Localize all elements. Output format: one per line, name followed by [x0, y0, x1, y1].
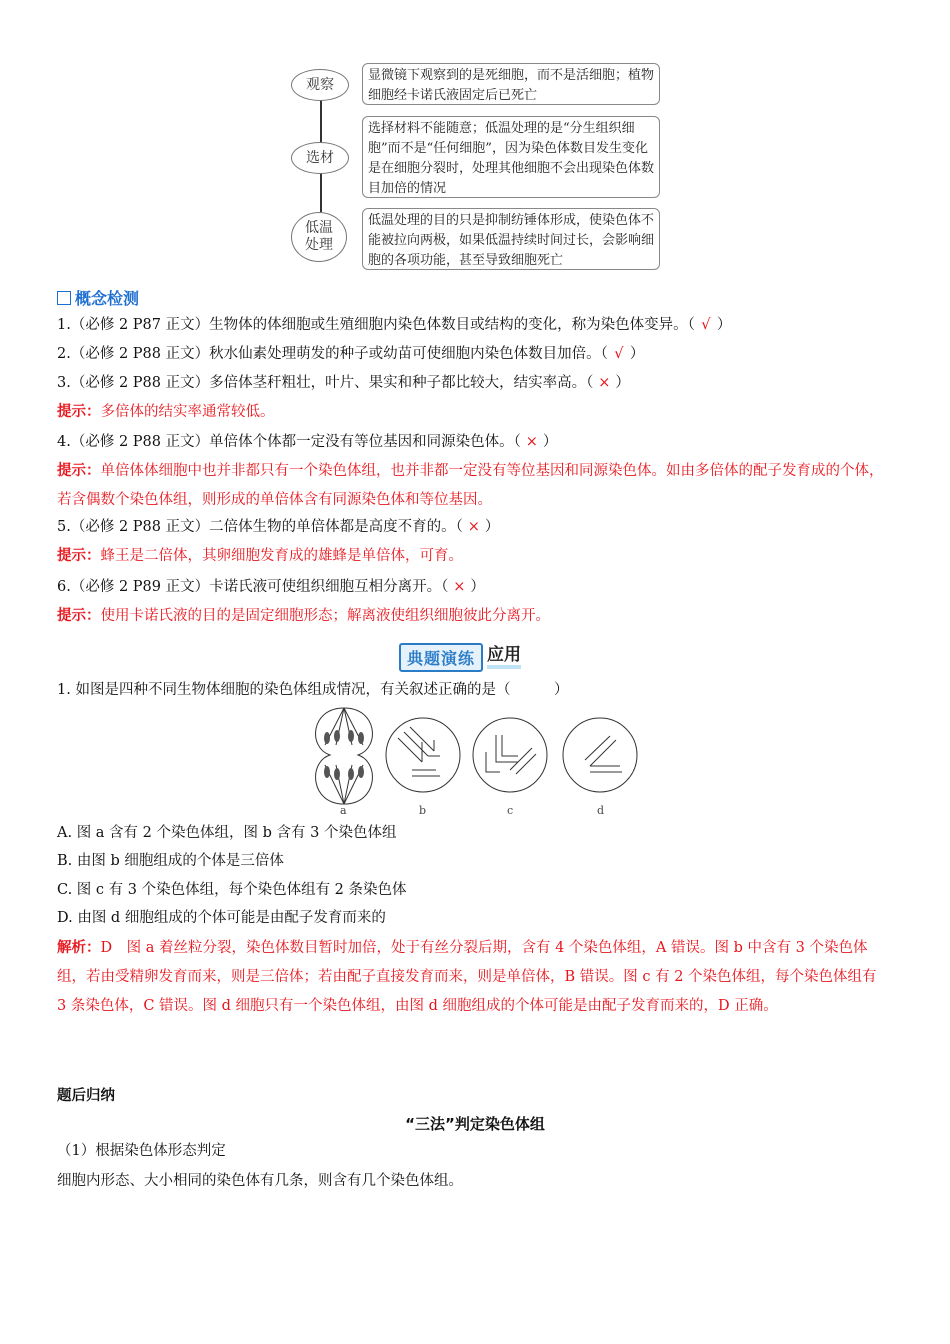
node-observe-desc: 显微镜下观察到的是死细胞，而不是活细胞；植物细胞经卡诺氏液固定后已死亡	[362, 63, 660, 105]
concept-item-4: 4.（必修 2 P88 正文）单倍体个体都一定没有等位基因和同源染色体。（ × ）	[57, 431, 557, 453]
hint-3: 提示：多倍体的结实率通常较低。	[57, 403, 275, 420]
connector-line	[320, 170, 322, 212]
node-observe: 观察	[291, 69, 349, 101]
figure-label-c: c	[507, 804, 514, 817]
connector-line	[320, 100, 322, 145]
method1-text: 细胞内形态、大小相同的染色体有几条，则含有几个染色体组。	[57, 1173, 463, 1189]
checkbox-icon	[57, 291, 71, 305]
banner-practice-label: 典题演练	[399, 643, 483, 672]
concept-item-6: 6.（必修 2 P89 正文）卡诺氏液可使组织细胞互相分离开。（ × ）	[57, 576, 485, 598]
node-material: 选材	[291, 142, 349, 174]
concept-item-1: 1.（必修 2 P87 正文）生物体的体细胞或生殖细胞内染色体数目或结构的变化，称为染色体变异。（ √ ）	[57, 314, 731, 336]
option-d: D. 由图 d 细胞组成的个体可能是由配子发育而来的	[57, 910, 386, 926]
node-low-temp-desc: 低温处理的目的只是抑制纺锤体形成，使染色体不能被拉向两极，如果低温持续时间过长，会影响细胞的各项功能，甚至导致细胞死亡	[362, 208, 660, 270]
option-a: A. 图 a 含有 2 个染色体组，图 b 含有 3 个染色体组	[57, 825, 397, 841]
chromosome-figure-svg	[300, 700, 650, 820]
figure-label-b: b	[419, 804, 427, 817]
figure-label-a: a	[340, 804, 347, 817]
hint-5: 提示：蜂王是二倍体，其卵细胞发育成的雄蜂是单倍体，可育。	[57, 547, 463, 564]
cross-mark-icon: ×	[453, 579, 466, 595]
banner-apply-label: 应用	[487, 645, 521, 669]
concept-item-3: 3.（必修 2 P88 正文）多倍体茎秆粗壮，叶片、果实和种子都比较大，结实率高。（ × ）	[57, 372, 630, 394]
summary-subtitle: “三法”判定染色体组	[405, 1115, 545, 1133]
cell-d	[563, 718, 637, 792]
chromosome-figure	[300, 700, 650, 820]
cross-mark-icon: ×	[598, 375, 611, 391]
node-low-temp: 低温处理	[291, 212, 347, 262]
concept-item-5: 5.（必修 2 P88 正文）二倍体生物的单倍体都是高度不育的。（ × ）	[57, 516, 499, 538]
check-mark-icon: √	[614, 346, 624, 362]
hint-4: 提示：单倍体体细胞中也并非都只有一个染色体组，也并非都一定没有等位基因和同源染色体。如由多倍体的配子发育成的个体，若含偶数个染色体组，则形成的单倍体含有同源染色体和等位基因。	[57, 462, 884, 508]
question-stem: 1. 如图是四种不同生物体细胞的染色体组成情况，有关叙述正确的是（ ）	[57, 682, 569, 698]
cell-a	[316, 708, 373, 804]
cell-b	[386, 718, 460, 792]
check-mark-icon: √	[701, 317, 711, 333]
cross-mark-icon: ×	[467, 519, 480, 535]
summary-title: 题后归纳	[57, 1088, 115, 1104]
analysis: 解析：D 图 a 着丝粒分裂，染色体数目暂时加倍，处于有丝分裂后期，含有 4 个染色体组，A 错误。图 b 中含有 3 个染色体组，若由受精卵发育而来，则是三倍体；若由配子直接发育而来，则是单倍体，B 错误。图 c 有 2 个染色体组，每个染色体组有 3 条染色体，C 错误。图 d 细胞只有一个染色体组，由图 d 细胞组成的个体可能是由配子发育而来的，D 正确。	[57, 939, 877, 1014]
option-b: B. 由图 b 细胞组成的个体是三倍体	[57, 853, 284, 869]
option-c: C. 图 c 有 3 个染色体组，每个染色体组有 2 条染色体	[57, 882, 407, 898]
node-material-desc: 选择材料不能随意；低温处理的是“分生组织细胞”而不是“任何细胞”，因为染色体数目发生变化是在细胞分裂时，处理其他细胞不会出现染色体数目加倍的情况	[362, 116, 660, 198]
concept-check-title: 概念检测	[57, 286, 139, 309]
figure-label-d: d	[597, 804, 605, 817]
hint-6: 提示：使用卡诺氏液的目的是固定细胞形态；解离液使组织细胞彼此分离开。	[57, 607, 550, 624]
practice-banner	[399, 643, 521, 671]
cross-mark-icon: ×	[525, 434, 538, 450]
concept-item-2: 2.（必修 2 P88 正文）秋水仙素处理萌发的种子或幼苗可使细胞内染色体数目加倍。（ √ ）	[57, 343, 644, 365]
cell-c	[473, 718, 547, 792]
method1-title: （1）根据染色体形态判定	[57, 1143, 226, 1159]
